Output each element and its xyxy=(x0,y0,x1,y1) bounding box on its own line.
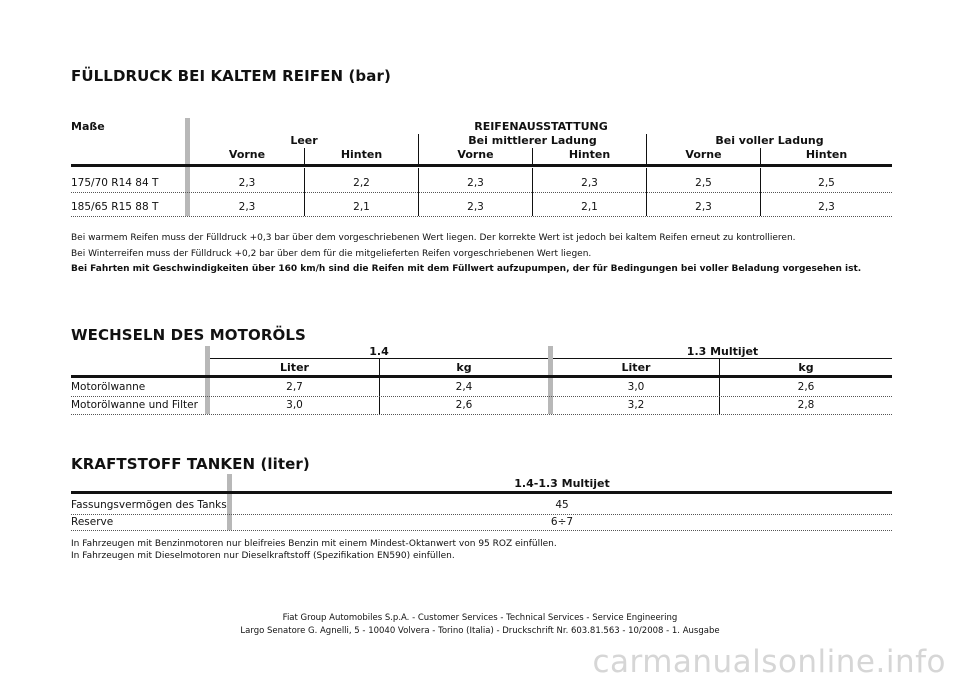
row-divider xyxy=(71,192,892,193)
row-label: 185/65 R15 88 T xyxy=(71,201,159,213)
subheader-liter: Liter xyxy=(280,361,309,374)
row-divider xyxy=(71,396,892,397)
column-label-dimensions: Maße xyxy=(71,120,105,133)
table-cell: 2,5 xyxy=(818,177,835,189)
table-cell: 3,0 xyxy=(627,381,645,393)
table-cell: 2,1 xyxy=(353,201,370,213)
table-cell: 2,3 xyxy=(238,177,256,189)
table-cell: 45 xyxy=(555,499,569,511)
section-title-tire-pressure: FÜLLDRUCK BEI KALTEM REIFEN (bar) xyxy=(71,67,391,85)
row-divider xyxy=(71,216,892,217)
table-cell: 2,6 xyxy=(797,381,815,393)
note-winter-tire: Bei Winterreifen muss der Fülldruck +0,2 bar über dem für die mitgelieferten Reifen vorgeschriebenen Wert liegen. xyxy=(71,249,592,259)
row-divider xyxy=(71,514,892,515)
load-group-full: Bei voller Ladung xyxy=(715,134,824,147)
header-rule xyxy=(71,375,892,378)
engine-header-multijet: 1.3 Multijet xyxy=(686,345,759,358)
header-rule xyxy=(71,164,892,167)
engine-header-rule xyxy=(553,358,892,359)
table-cell: 2,7 xyxy=(286,381,303,393)
subheader-liter: Liter xyxy=(621,361,651,374)
table-cell: 2,3 xyxy=(467,177,484,189)
footer-company: Fiat Group Automobiles S.p.A. - Customer Services - Technical Services - Service Engineering xyxy=(282,613,678,623)
subheader-kg: kg xyxy=(456,361,472,374)
table-cell: 2,3 xyxy=(581,177,598,189)
table-cell: 3,0 xyxy=(286,399,303,411)
engine-header-1-4: 1.4 xyxy=(369,345,389,358)
note-warm-tire: Bei warmem Reifen muss der Fülldruck +0,3 bar über dem vorgeschriebenen Wert liegen. Der korrekte Wert ist jedoch bei kaltem Reifen erneut zu kontrollieren. xyxy=(71,233,796,243)
subheader-kg: kg xyxy=(798,361,814,374)
table-cell: 2,3 xyxy=(695,201,712,213)
row-label: Reserve xyxy=(71,516,114,528)
header-rule xyxy=(71,491,892,494)
table-cell: 2,3 xyxy=(818,201,835,213)
table-cell: 3,2 xyxy=(627,399,645,411)
subheader-front: Vorne xyxy=(685,148,722,161)
row-label: Motorölwanne xyxy=(71,381,146,393)
table-cell: 2,4 xyxy=(455,381,473,393)
footer-address: Largo Senatore G. Agnelli, 5 - 10040 Volvera - Torino (Italia) - Druckschrift Nr. 603.81.563 - 10/2008 - 1. Ausgabe xyxy=(240,626,720,636)
load-group-medium: Bei mittlerer Ladung xyxy=(468,134,597,147)
subheader-rear: Hinten xyxy=(805,148,848,161)
engine-header-combined: 1.4-1.3 Multijet xyxy=(514,477,610,490)
note-diesel: In Fahrzeugen mit Dieselmotoren nur Dieselkraftstoff (Spezifikation EN590) einfüllen. xyxy=(71,551,455,561)
subheader-rear: Hinten xyxy=(340,148,383,161)
table-cell: 2,2 xyxy=(353,177,370,189)
table-cell: 2,3 xyxy=(238,201,256,213)
note-high-speed: Bei Fahrten mit Geschwindigkeiten über 160 km/h sind die Reifen mit dem Füllwert aufzupumpen, der für Bedingungen bei voller Beladung vorgesehen ist. xyxy=(71,264,862,274)
load-group-empty: Leer xyxy=(290,134,318,147)
note-petrol: In Fahrzeugen mit Benzinmotoren nur bleifreies Benzin mit einem Mindest-Oktanwert von 95 ROZ einfüllen. xyxy=(71,539,557,549)
section-title-fuel: KRAFTSTOFF TANKEN (liter) xyxy=(71,455,310,473)
table-cell: 2,5 xyxy=(695,177,712,189)
table-cell: 2,1 xyxy=(581,201,598,213)
table-cell: 2,8 xyxy=(797,399,815,411)
row-divider xyxy=(71,414,892,415)
subheader-front: Vorne xyxy=(457,148,494,161)
watermark-text: carmanualsonline.info xyxy=(592,644,946,678)
row-label: 175/70 R14 84 T xyxy=(71,177,159,189)
table-cell: 2,6 xyxy=(455,399,473,411)
row-divider xyxy=(71,530,892,531)
section-title-oil-change: WECHSELN DES MOTORÖLS xyxy=(71,326,306,344)
table-cell: 6÷7 xyxy=(550,516,574,528)
table-cell: 2,3 xyxy=(467,201,484,213)
row-label: Motorölwanne und Filter xyxy=(71,399,198,411)
row-label: Fassungsvermögen des Tanks xyxy=(71,499,227,511)
watermark xyxy=(0,640,960,678)
subheader-front: Vorne xyxy=(228,148,266,161)
subheader-rear: Hinten xyxy=(568,148,611,161)
group-header-tire-equipment: REIFENAUSSTATTUNG xyxy=(474,120,608,133)
